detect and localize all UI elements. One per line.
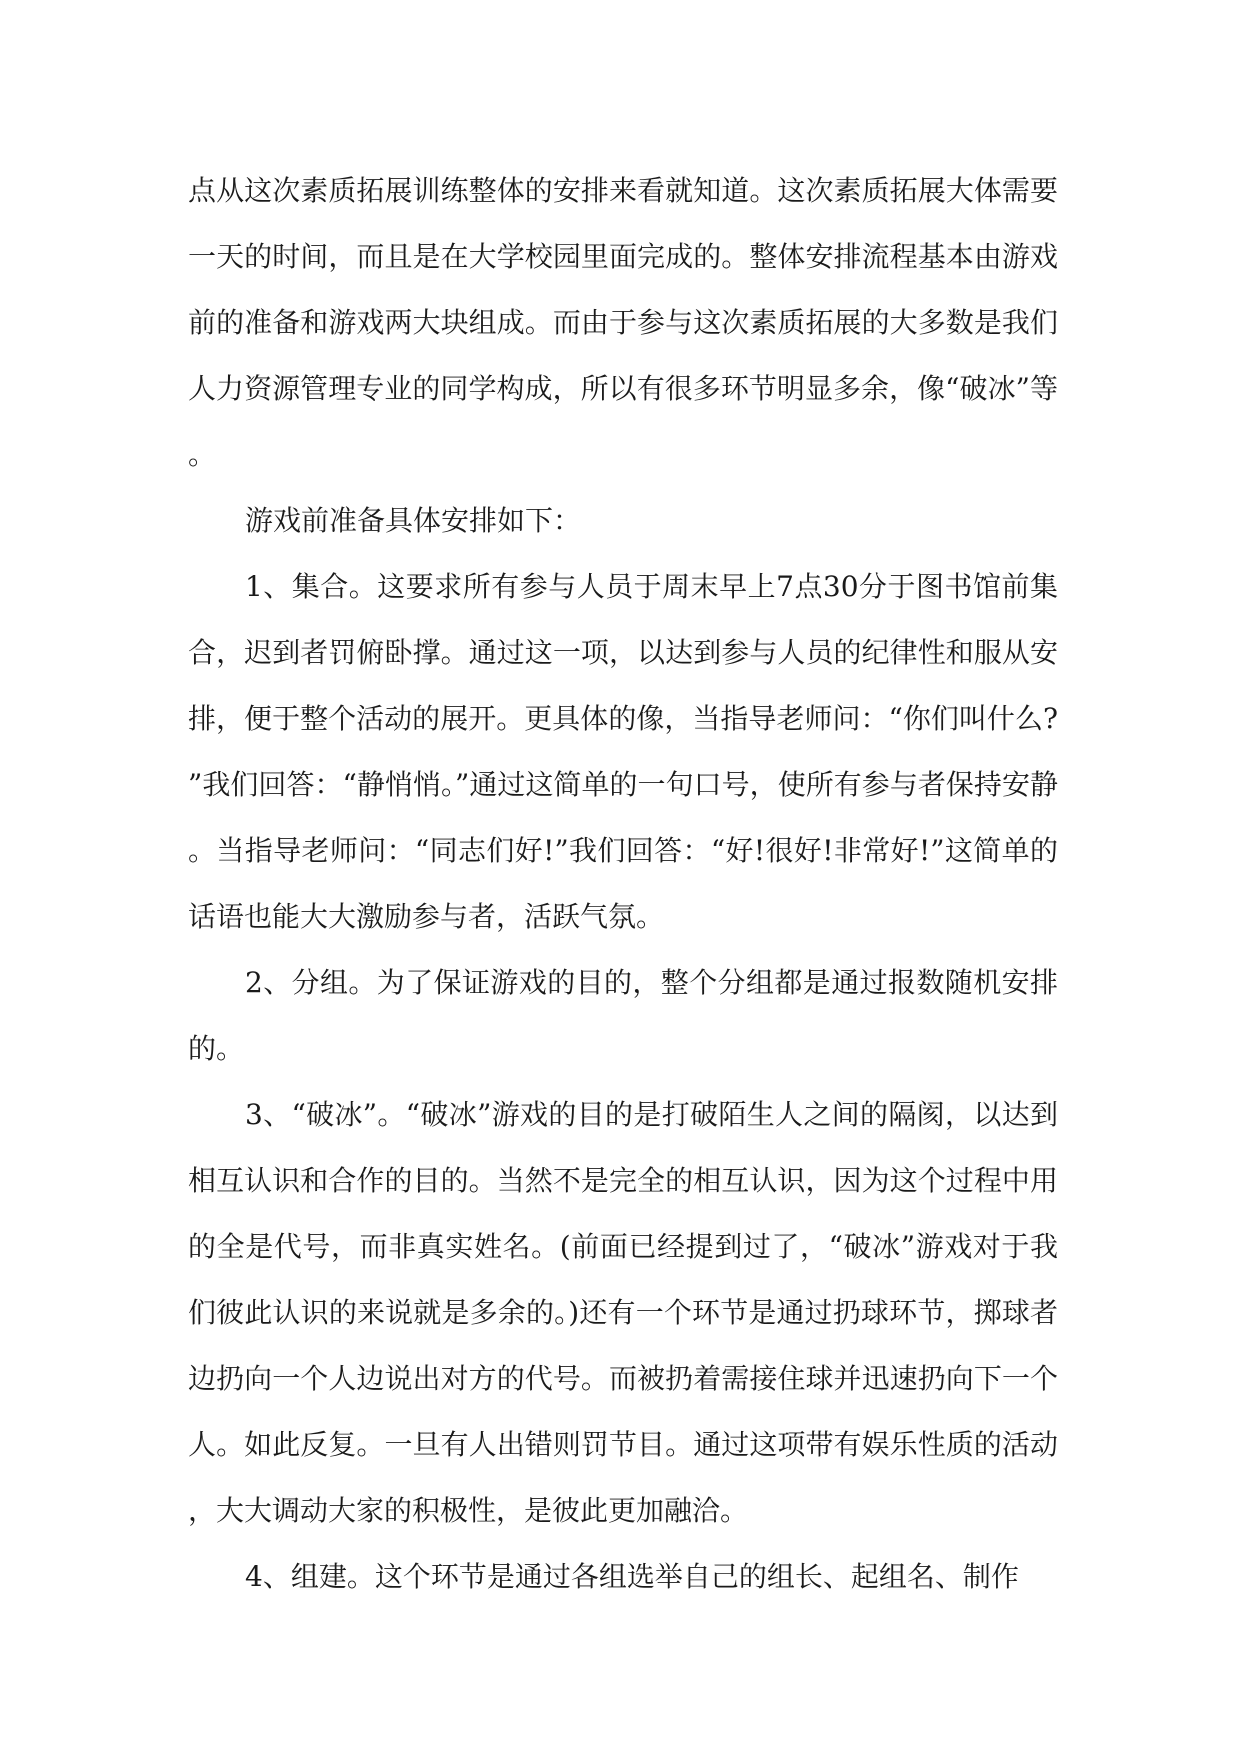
paragraph-item-formation: 4、组建。这个环节是通过各组选举自己的组长、起组名、制作: [245, 1560, 1019, 1593]
document-body: [188, 158, 1058, 1610]
paragraph-item-gathering: 1、集合。这要求所有参与人员于周末早上7点30分于图书馆前集合，迟到者罚俯卧撑。通过这一项，以达到参与人员的纪律性和服从安排，便于整个活动的展开。更具体的像，当指导老师问：“你们叫什么?”我们回答：“静悄悄。”通过这简单的一句口号，使所有参与者保持安静。当指导老师问：“同志们好!”我们回答：“好!很好!非常好!”这简单的话语也能大大激励参与者，活跃气氛。: [188, 570, 1058, 933]
paragraph-intro: 点从这次素质拓展训练整体的安排来看就知道。这次素质拓展大体需要一天的时间，而且是在大学校园里面完成的。整体安排流程基本由游戏前的准备和游戏两大块组成。而由于参与这次素质拓展的大多数是我们人力资源管理专业的同学构成，所以有很多环节明显多余，像“破冰”等。: [188, 174, 1058, 471]
paragraph-preparation-heading: 游戏前准备具体安排如下：: [245, 504, 582, 537]
paragraph-item-icebreaker: 3、“破冰”。“破冰”游戏的目的是打破陌生人之间的隔阂，以达到相互认识和合作的目的。当然不是完全的相互认识，因为这个过程中用的全是代号，而非真实姓名。(前面已经提到过了，“破冰”游戏对于我们彼此认识的来说就是多余的。)还有一个环节是通过扔球环节，掷球者边扔向一个人边说出对方的代号。而被扔着需接住球并迅速扔向下一个人。如此反复。一旦有人出错则罚节目。通过这项带有娱乐性质的活动，大大调动大家的积极性，是彼此更加融洽。: [188, 1098, 1058, 1527]
paragraph-item-grouping: 2、分组。为了保证游戏的目的，整个分组都是通过报数随机安排的。: [188, 966, 1058, 1065]
